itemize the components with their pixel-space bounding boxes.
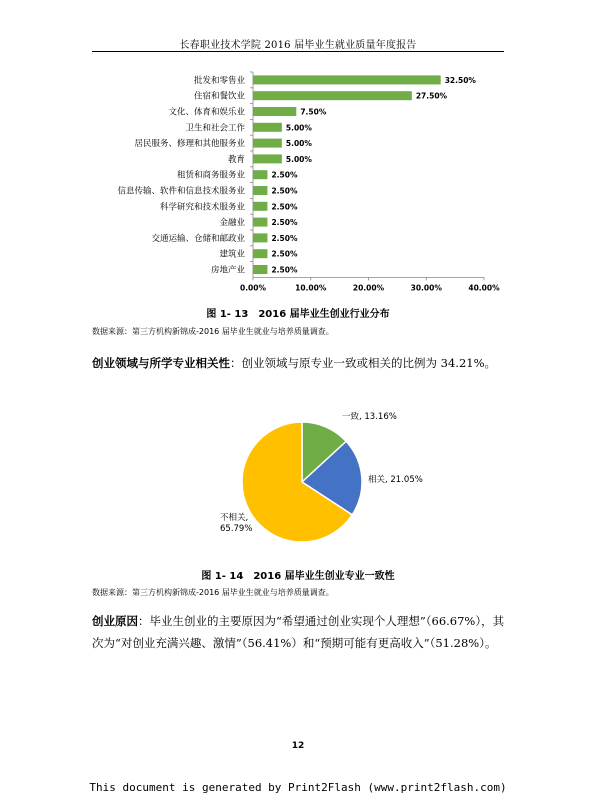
data-label: 5.00% xyxy=(285,123,312,133)
bar xyxy=(253,233,267,242)
data-label: 5.00% xyxy=(285,139,312,149)
x-tick-label: 40.00% xyxy=(468,283,500,293)
data-label: 2.50% xyxy=(271,202,298,212)
category-label: 交通运输、仓储和邮政业 xyxy=(151,233,245,244)
bar xyxy=(253,186,267,195)
category-label: 批发和零售业 xyxy=(193,75,245,86)
bar xyxy=(253,218,267,227)
bar xyxy=(253,249,267,258)
paragraph-relevance xyxy=(92,352,512,374)
page-header-title: 长春职业技术学院 2016 届毕业生就业质量年度报告 xyxy=(179,40,417,51)
bar xyxy=(253,170,267,179)
paragraph-relevance-label: 创业领域与所学专业相关性 xyxy=(92,356,230,370)
data-label: 2.50% xyxy=(271,249,298,259)
figure2-source: 数据来源：第三方机构新锦成-2016 届毕业生就业与培养质量调查。 xyxy=(92,588,334,597)
major-consistency-pie-chart xyxy=(190,400,450,560)
figure2-caption: 图 1- 14 2016 届毕业生创业专业一致性 xyxy=(201,571,395,582)
category-label: 金融业 xyxy=(219,218,245,229)
bar xyxy=(253,107,296,116)
data-label: 32.50% xyxy=(444,75,476,85)
figure1-caption: 图 1- 13 2016 届毕业生创业行业分布 xyxy=(206,309,390,320)
paragraph-relevance-text: ：创业领域与原专业一致或相关的比例为 34.21%。 xyxy=(230,356,497,370)
bar xyxy=(253,265,267,274)
category-label: 建筑业 xyxy=(219,249,245,260)
slice-label: 不相关, xyxy=(220,513,249,523)
slice-label: 一致, 13.16% xyxy=(342,412,397,422)
category-label: 卫生和社会工作 xyxy=(185,123,245,134)
page-number: 12 xyxy=(291,741,305,751)
paragraph-reasons xyxy=(92,610,512,654)
x-tick-label: 10.00% xyxy=(295,283,327,293)
category-label: 文化、体育和娱乐业 xyxy=(168,107,245,118)
category-label: 房地产业 xyxy=(210,265,245,276)
x-tick-label: 0.00% xyxy=(239,283,267,293)
data-label: 7.50% xyxy=(300,107,327,117)
slice-label: 相关, 21.05% xyxy=(368,475,423,485)
data-label: 2.50% xyxy=(271,186,298,196)
x-tick-label: 20.00% xyxy=(352,283,385,293)
bar xyxy=(253,75,441,84)
category-label: 住宿和餐饮业 xyxy=(193,91,245,102)
figure1-source: 数据来源：第三方机构新锦成-2016 届毕业生就业与培养质量调查。 xyxy=(92,327,334,336)
paragraph-reasons-label: 创业原因 xyxy=(92,614,138,628)
data-label: 27.50% xyxy=(415,91,448,101)
x-tick-label: 30.00% xyxy=(410,283,442,293)
data-label: 2.50% xyxy=(271,218,298,228)
paragraph-reasons-text: ：毕业生创业的主要原因为“希望通过创业实现个人理想”（66.67%），其次为“对创业充满兴趣、激情”（56.41%）和“预期可能有更高收入”（51.28%）。 xyxy=(92,614,505,650)
data-label: 2.50% xyxy=(271,265,298,275)
bar xyxy=(253,202,267,211)
data-label: 2.50% xyxy=(271,233,298,243)
header-divider xyxy=(92,51,504,52)
category-label: 租赁和商务服务业 xyxy=(176,170,245,181)
bar xyxy=(253,123,282,132)
category-label: 教育 xyxy=(227,154,245,165)
bar xyxy=(253,91,412,100)
industry-bar-chart xyxy=(0,60,596,300)
category-label: 科学研究和技术服务业 xyxy=(159,202,245,213)
category-label: 居民服务、修理和其他服务业 xyxy=(134,139,245,150)
bar xyxy=(253,139,282,148)
bar xyxy=(253,154,282,163)
data-label: 5.00% xyxy=(285,154,312,164)
category-label: 信息传输、软件和信息技术服务业 xyxy=(117,186,245,197)
generator-footer: This document is generated by Print2Flash (www.print2flash.com) xyxy=(89,781,507,794)
slice-label: 65.79% xyxy=(220,524,253,534)
data-label: 2.50% xyxy=(271,170,298,180)
